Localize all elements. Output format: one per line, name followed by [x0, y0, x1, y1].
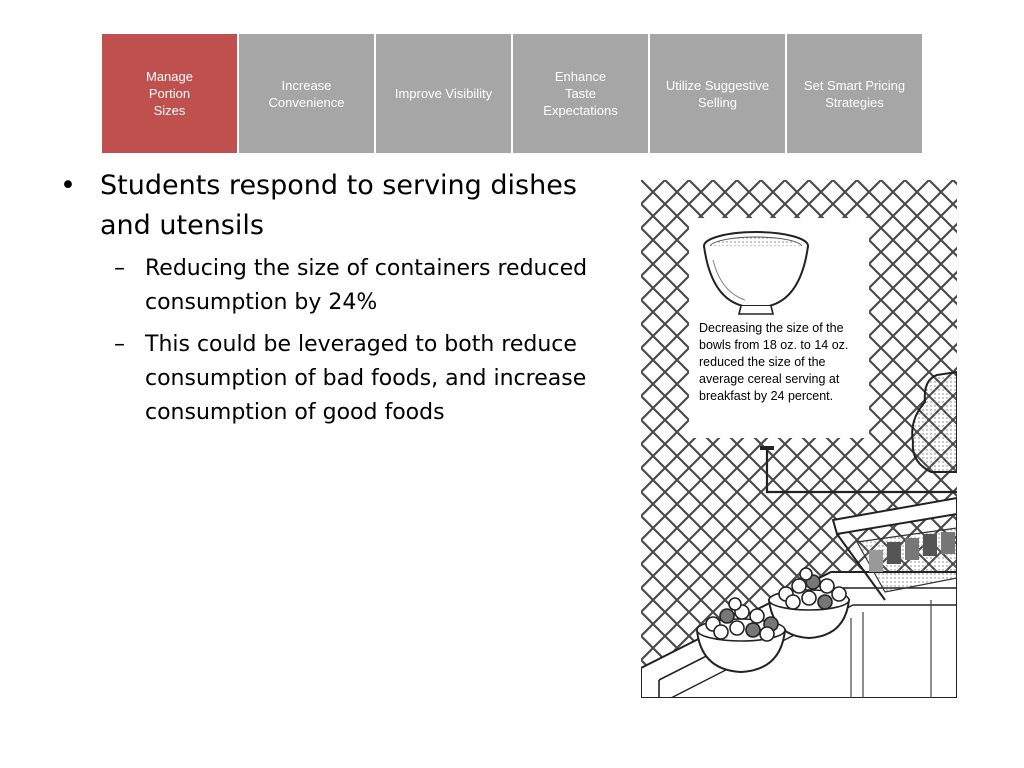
cafeteria-drawing: [641, 180, 957, 698]
pointer-tick: [760, 446, 774, 450]
main-bullet-text: Students respond to serving dishes and utensils: [100, 170, 577, 241]
tab-set-smart-pricing-strategies[interactable]: Set Smart Pricing Strategies: [787, 34, 922, 153]
tab-manage-portion-sizes[interactable]: Manage Portion Sizes: [102, 34, 237, 153]
bullet-marker: •: [60, 170, 76, 201]
sub-bullet: [58, 252, 618, 320]
cafeteria-illustration: [641, 180, 957, 698]
tab-strip: [102, 34, 922, 153]
figure-caption: Decreasing the size of the bowls from 18 oz. to 14 oz. reduced the size of the average cereal serving at breakfast by 24 percent.: [699, 321, 849, 403]
sub-bullet: [58, 328, 618, 430]
sub-bullet-marker: –: [114, 332, 125, 357]
sub-bullet-marker: –: [114, 256, 125, 281]
main-bullet: [58, 166, 618, 246]
sub-bullet-text: This could be leveraged to both reduce consumption of bad foods, and increase consumption of good foods: [145, 332, 587, 425]
tab-improve-visibility[interactable]: Improve Visibility: [376, 34, 511, 153]
tab-utilize-suggestive-selling[interactable]: Utilize Suggestive Selling: [650, 34, 785, 153]
tab-enhance-taste-expectations[interactable]: Enhance Taste Expectations: [513, 34, 648, 153]
tab-increase-convenience[interactable]: Increase Convenience: [239, 34, 374, 153]
bullet-list: [58, 166, 618, 438]
sub-bullet-text: Reducing the size of containers reduced consumption by 24%: [145, 256, 588, 315]
